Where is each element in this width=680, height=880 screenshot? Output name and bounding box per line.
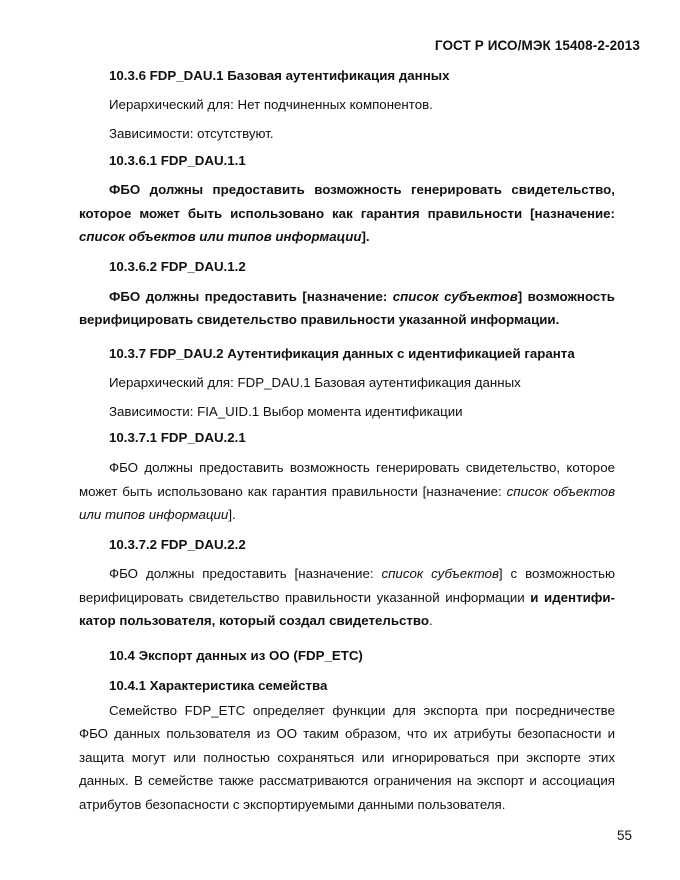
element-heading-10-3-7-2: 10.3.7.2 FDP_DAU.2.2 — [109, 537, 246, 552]
requirement-line: верифицировать свидетельство правильности указанной информации. — [79, 312, 560, 327]
requirement-text: . — [429, 613, 433, 628]
requirement-text: ФБО должны предоставить [назначение: — [109, 566, 382, 581]
requirement-text: ] возможность — [517, 289, 615, 304]
emphasis-bold: и идентифи- — [530, 590, 615, 605]
section-heading-10-4: 10.4 Экспорт данных из ОО (FDP_ETC) — [109, 648, 363, 663]
dependencies-text: Зависимости: отсутствуют. — [109, 126, 274, 141]
requirement-line: ФБО должны предоставить возможность генерировать свидетельство, — [109, 182, 615, 197]
paragraph-line: данных. В семействе также рассматриваются ограничения на экспорт и ассоциация — [79, 773, 615, 788]
requirement-text: ]. — [361, 229, 370, 244]
paragraph-line: защита могут или полностью сохраняться или игнорироваться при экспорте этих — [79, 750, 615, 765]
requirement-line: ФБО должны предоставить возможность генерировать свидетельство, которое — [109, 460, 615, 475]
paragraph-line: атрибутов безопасности с экспортируемыми данными пользователя. — [79, 797, 506, 812]
emphasis-bold: катор пользователя, который создал свидетельство — [79, 613, 430, 628]
requirement-line: которое может быть использовано как гарантия правильности [назначение: — [79, 206, 615, 221]
requirement-line — [79, 589, 615, 607]
section-heading-10-4-1: 10.4.1 Характеристика семейства — [109, 678, 328, 693]
assignment-italic: или типов информации — [79, 507, 229, 522]
requirement-line — [79, 483, 615, 501]
element-heading-10-3-6-1: 10.3.6.1 FDP_DAU.1.1 — [109, 153, 246, 168]
element-heading-10-3-6-2: 10.3.6.2 FDP_DAU.1.2 — [109, 259, 246, 274]
hierarchy-text: Иерархический для: Нет подчиненных компонентов. — [109, 97, 433, 112]
requirement-line — [79, 612, 615, 630]
assignment-italic: список объектов или типов информации — [79, 229, 362, 244]
requirement-text: ] с возможностью — [498, 566, 616, 581]
requirement-text: может быть использовано как гарантия правильности [назначение: — [79, 484, 507, 499]
section-heading-10-3-6: 10.3.6 FDP_DAU.1 Базовая аутентификация данных — [109, 68, 450, 83]
requirement-line — [79, 506, 615, 524]
paragraph-line: Семейство FDP_ETC определяет функции для экспорта при посредничестве — [109, 703, 615, 718]
section-heading-10-3-7: 10.3.7 FDP_DAU.2 Аутентификация данных с идентификацией гаранта — [109, 346, 575, 361]
dependencies-text: Зависимости: FIA_UID.1 Выбор момента идентификации — [109, 404, 463, 419]
paragraph-line: ФБО данных пользователя из ОО таким образом, что их атрибуты безопасности и — [79, 726, 615, 741]
assignment-italic: список объектов — [506, 484, 616, 499]
assignment-italic: список субъектов — [392, 289, 518, 304]
requirement-text: ]. — [228, 507, 236, 522]
requirement-line — [109, 565, 615, 583]
requirement-text: ФБО должны предоставить [назначение: — [109, 289, 393, 304]
standard-header: ГОСТ Р ИСО/МЭК 15408-2-2013 — [434, 38, 640, 53]
page-number: 55 — [616, 828, 632, 843]
requirement-line — [109, 288, 615, 306]
hierarchy-text: Иерархический для: FDP_DAU.1 Базовая аутентификация данных — [109, 375, 521, 390]
requirement-line — [79, 228, 615, 246]
assignment-italic: список субъектов — [381, 566, 499, 581]
element-heading-10-3-7-1: 10.3.7.1 FDP_DAU.2.1 — [109, 430, 246, 445]
requirement-text: верифицировать свидетельство правильности указанной информации — [79, 590, 531, 605]
